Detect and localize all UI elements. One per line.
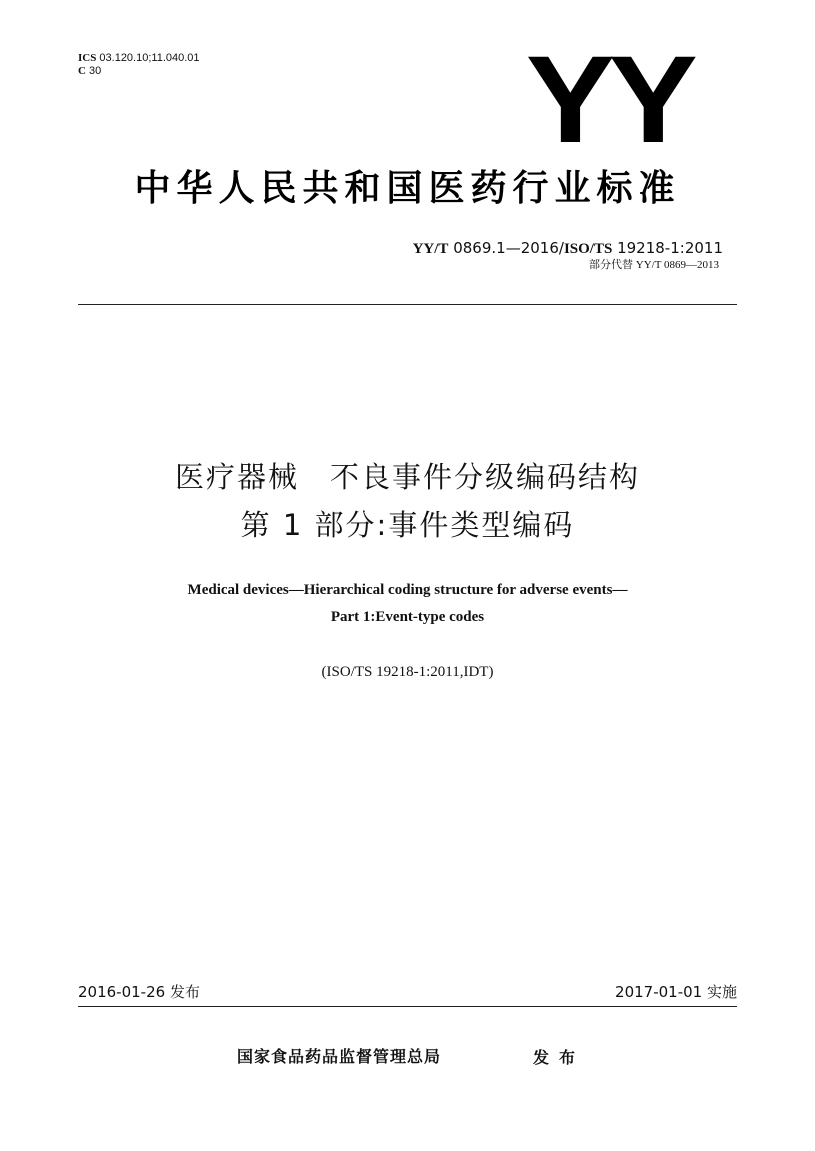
- ccs-code: 30: [89, 65, 102, 77]
- issuing-authority: 国家食品药品监督管理总局: [237, 1047, 442, 1066]
- replaces-note: 部分代替 YY/T 0869—2013: [589, 259, 719, 271]
- title-cn-line2: 第 1 部分:事件类型编码: [240, 508, 575, 542]
- iso-number: 19218-1:2011: [617, 239, 723, 257]
- ccs-label: C: [78, 65, 86, 77]
- standard-number: [413, 240, 723, 258]
- publish-date: 2016-01-26 发布: [78, 983, 200, 1001]
- title-en-line2: Part 1:Event-type codes: [330, 609, 485, 625]
- ics-classification: [78, 52, 200, 78]
- yy-logo: YY: [525, 31, 691, 169]
- title-en-line1: Medical devices—Hierarchical coding structure for adverse events—: [187, 582, 628, 598]
- issue-action: 发布: [533, 1048, 586, 1067]
- standard-prefix: YY/T: [412, 241, 449, 257]
- implement-date: 2017-01-01 实施: [615, 983, 737, 1001]
- title-cn-line1: 医疗器械 不良事件分级编码结构: [174, 460, 640, 494]
- standard-number-value: 0869.1—2016/: [453, 239, 564, 257]
- adoption-note: (ISO/TS 19218-1:2011,IDT): [321, 664, 494, 680]
- ics-code: 03.120.10;11.040.01: [99, 52, 200, 64]
- ics-line: [78, 52, 200, 65]
- ccs-line: [78, 65, 200, 78]
- top-divider: [78, 304, 737, 305]
- ics-label: ICS: [78, 52, 97, 64]
- national-standard-title: 中华人民共和国医药行业标准: [134, 168, 681, 209]
- iso-prefix: ISO/TS: [563, 241, 613, 257]
- bottom-divider: [78, 1006, 737, 1007]
